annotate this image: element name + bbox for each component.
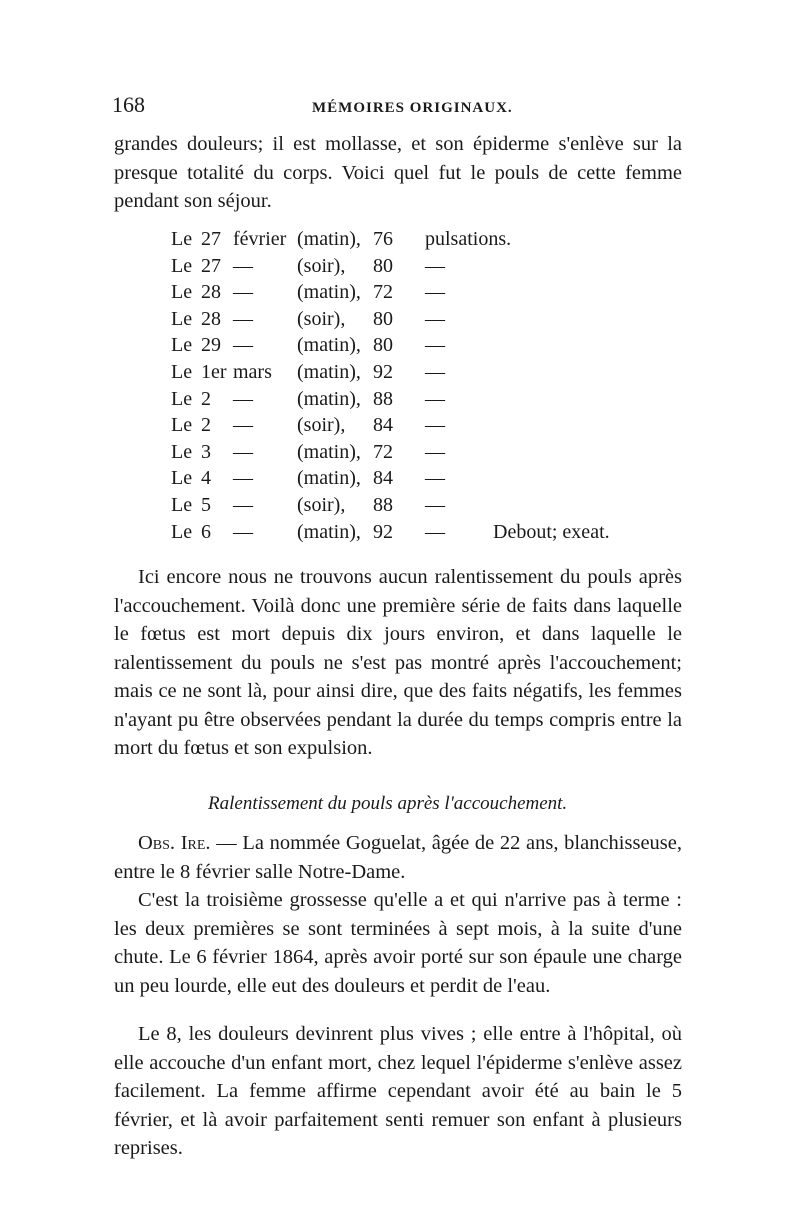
- pulse-unit: pulsations.: [425, 228, 512, 250]
- running-head: MÉMOIRES ORIGINAUX.: [312, 100, 513, 116]
- pulse-time: (soir),: [297, 414, 346, 437]
- pulse-unit: —: [425, 414, 445, 437]
- pulse-time: (soir),: [297, 307, 346, 330]
- pulse-unit: —: [425, 493, 445, 516]
- section-title: Ralentissement du pouls après l'accouchement.: [208, 793, 568, 814]
- pulse-day: 6: [201, 520, 211, 543]
- pulse-value: 76: [373, 228, 393, 250]
- pulse-time: (matin),: [297, 228, 361, 250]
- pulse-day: 27: [201, 254, 221, 277]
- pulse-row: [171, 414, 641, 441]
- pulse-value: 72: [373, 440, 393, 463]
- pulse-value: 92: [373, 360, 393, 383]
- pulse-le: Le: [171, 414, 193, 437]
- pulse-time: (matin),: [297, 440, 361, 463]
- pulse-day: 28: [201, 307, 221, 330]
- pulse-time: (matin),: [297, 360, 361, 383]
- pulse-day: 28: [201, 281, 221, 304]
- pulse-le: Le: [171, 254, 193, 277]
- pulse-le: Le: [171, 228, 193, 250]
- pulse-month: —: [233, 281, 253, 304]
- pulse-time: (matin),: [297, 387, 361, 410]
- pulse-value: 88: [373, 387, 393, 410]
- pulse-day: 2: [201, 414, 211, 437]
- pulse-row: [171, 494, 641, 521]
- pulse-row: [171, 308, 641, 335]
- pulse-value: 72: [373, 281, 393, 304]
- pulse-unit: —: [425, 440, 445, 463]
- pulse-time: (matin),: [297, 334, 361, 357]
- pulse-month: mars: [233, 360, 272, 383]
- observation-label: Obs. Ire.: [138, 832, 211, 854]
- page-header: [112, 92, 692, 122]
- paragraph-ici-encore: Ici encore nous ne trouvons aucun ralentissement du pouls après l'accouchement. Voilà donc une première série de faits dans laquelle le fœtus est mort depuis dix jours environ, et dans laquelle le ralentissement du pouls ne s'est pas montré après l'accouchement; mais ce ne sont là, pour ainsi dire, que des faits négatifs, les femmes n'ayant pu être observées pendant la durée du temps compris entre la mort du fœtus et son expulsion.: [114, 566, 682, 759]
- pulse-unit: —: [425, 334, 445, 357]
- pulse-value: 80: [373, 307, 393, 330]
- pulse-month: —: [233, 440, 253, 463]
- pulse-row: [171, 388, 641, 415]
- pulse-day: 5: [201, 493, 211, 516]
- pulse-le: Le: [171, 493, 193, 516]
- pulse-row: [171, 441, 641, 468]
- pulse-table: [171, 228, 641, 547]
- pulse-month: —: [233, 414, 253, 437]
- pulse-unit: —: [425, 467, 445, 490]
- pulse-day: 3: [201, 440, 211, 463]
- pulse-day: 1er: [201, 360, 227, 383]
- pulse-unit: —: [425, 520, 445, 543]
- pulse-le: Le: [171, 387, 193, 410]
- pulse-row: [171, 467, 641, 494]
- pulse-le: Le: [171, 360, 193, 383]
- pulse-day: 29: [201, 334, 221, 357]
- pulse-value: 80: [373, 334, 393, 357]
- pulse-unit: —: [425, 281, 445, 304]
- pulse-month: —: [233, 334, 253, 357]
- paragraph-le-8: Le 8, les douleurs devinrent plus vives ; elle entre à l'hôpital, où elle accouche d'un enfant mort, chez lequel l'épiderme s'enlève assez facilement. La femme affirme cependant avoir été au bain le 5 février, et là avoir parfaitement senti remuer son enfant à plusieurs reprises.: [114, 1023, 682, 1159]
- pulse-month: —: [233, 520, 253, 543]
- pulse-row: [171, 281, 641, 308]
- pulse-time: (soir),: [297, 493, 346, 516]
- pulse-value: 88: [373, 493, 393, 516]
- pulse-le: Le: [171, 467, 193, 490]
- pulse-value: 84: [373, 414, 393, 437]
- pulse-value: 92: [373, 520, 393, 543]
- pulse-unit: —: [425, 254, 445, 277]
- pulse-month: —: [233, 307, 253, 330]
- paragraph-cest: C'est la troisième grossesse qu'elle a et qui n'arrive pas à terme : les deux premières se sont terminées à sept mois, à la suite d'une chute. Le 6 février 1864, après avoir porté sur son épaule une charge un peu lourde, elle eut des douleurs et perdit de l'eau.: [114, 889, 682, 997]
- page-number: 168: [112, 92, 145, 117]
- pulse-row: [171, 334, 641, 361]
- pulse-le: Le: [171, 334, 193, 357]
- pulse-time: (soir),: [297, 254, 346, 277]
- pulse-row: [171, 361, 641, 388]
- observation-text: — La nommée Goguelat, âgée de 22 ans, blanchisseuse, entre le 8 février salle Notre-Dame.: [114, 832, 682, 883]
- pulse-time: (matin),: [297, 467, 361, 490]
- pulse-month: —: [233, 467, 253, 490]
- pulse-month: février: [233, 228, 287, 250]
- pulse-row: [171, 228, 641, 255]
- pulse-row: [171, 255, 641, 282]
- pulse-note: Debout; exeat.: [493, 520, 610, 543]
- pulse-le: Le: [171, 440, 193, 463]
- pulse-month: —: [233, 493, 253, 516]
- pulse-time: (matin),: [297, 520, 361, 543]
- pulse-le: Le: [171, 307, 193, 330]
- pulse-time: (matin),: [297, 281, 361, 304]
- pulse-unit: —: [425, 360, 445, 383]
- pulse-le: Le: [171, 281, 193, 304]
- pulse-row: [171, 521, 641, 548]
- pulse-day: 4: [201, 467, 211, 490]
- pulse-day: 27: [201, 228, 221, 250]
- paragraph-observation: [114, 829, 682, 886]
- pulse-unit: —: [425, 387, 445, 410]
- pulse-month: —: [233, 387, 253, 410]
- pulse-value: 84: [373, 467, 393, 490]
- pulse-le: Le: [171, 520, 193, 543]
- paragraph-intro: grandes douleurs; il est mollasse, et son épiderme s'enlève sur la presque totalité du corps. Voici quel fut le pouls de cette femme pendant son séjour.: [114, 133, 682, 212]
- pulse-value: 80: [373, 254, 393, 277]
- pulse-unit: —: [425, 307, 445, 330]
- pulse-day: 2: [201, 387, 211, 410]
- pulse-month: —: [233, 254, 253, 277]
